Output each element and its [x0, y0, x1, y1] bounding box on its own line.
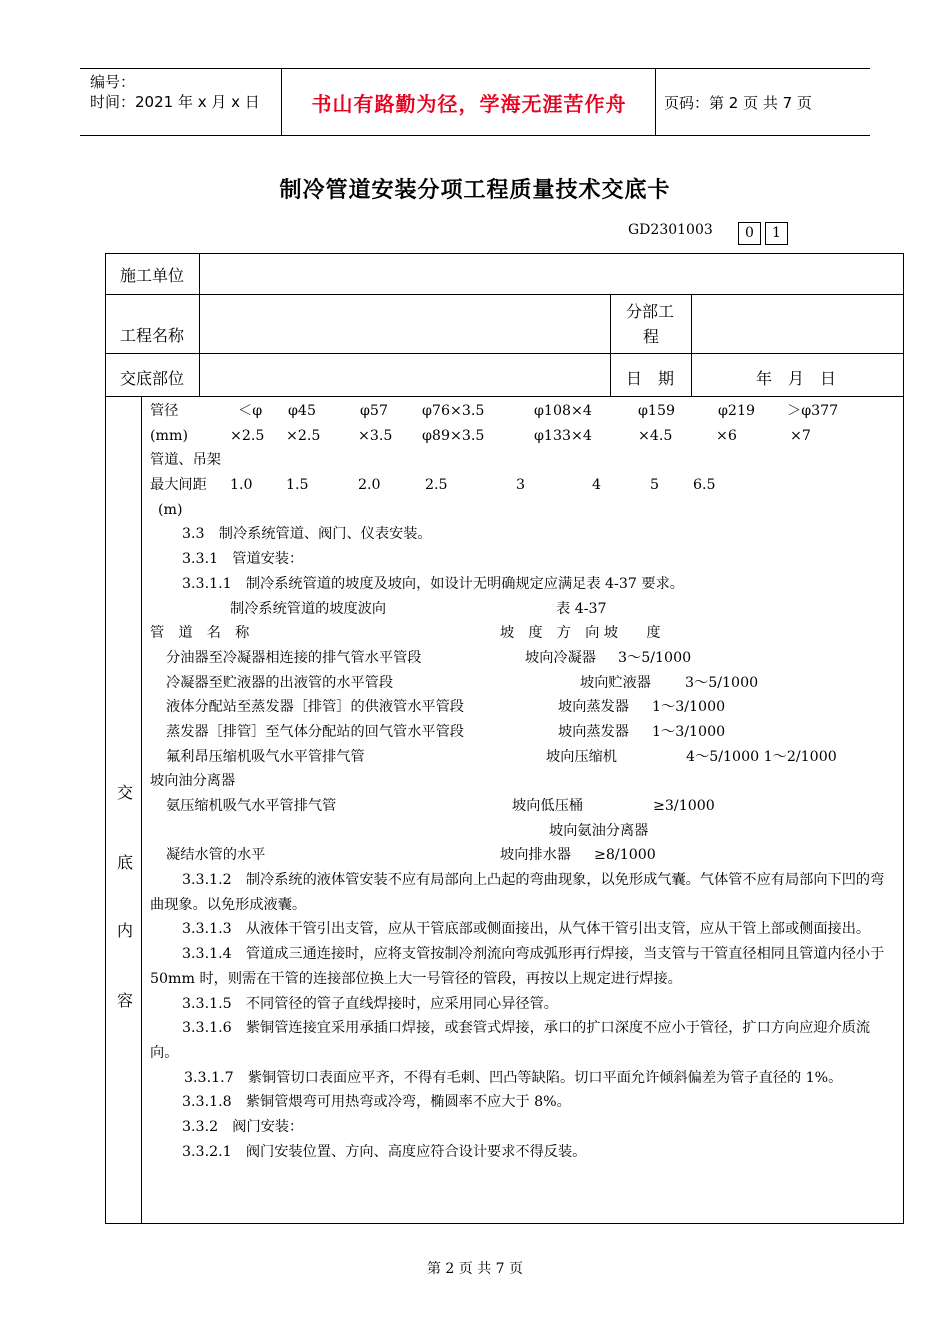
- cell: 5: [650, 477, 660, 494]
- cell: φ133×4: [534, 427, 592, 444]
- slope-value: 1～3/1000: [652, 723, 726, 740]
- section-3-3: [150, 522, 898, 547]
- page-footer: 第 2 页 共 7 页: [426, 1261, 524, 1277]
- section-3-3-1: [150, 547, 898, 572]
- slope-name: 氟利昂压缩机吸气水平管排气管: [166, 748, 365, 765]
- table-row-rule-3: [105, 396, 904, 397]
- slope-table-caption: [150, 597, 898, 622]
- project-name-label: 工程名称: [120, 326, 185, 345]
- side-label-char-4: 容: [117, 991, 134, 1010]
- cell: ＞φ377: [787, 403, 839, 419]
- slope-name: 蒸发器［排管］至气体分配站的回气管水平管段: [166, 723, 464, 740]
- date-label: 日 期: [626, 369, 675, 388]
- clause-3-3-1-6: 3.3.1.6 紫铜管连接宜采用承插口焊接，或套管式焊接，承口的扩口深度不应小于管径，扩口方向应迎介质流向。: [150, 1020, 871, 1061]
- clause-3-3-1-7: 3.3.1.7 紫铜管切口表面应平齐，不得有毛刺、凹凸等缺陷。切口平面允许倾斜偏差为管子直径的 1%。: [184, 1069, 843, 1086]
- clause-3-3-1-5: 3.3.1.5 不同管径的管子直线焊接时，应采用同心异径管。: [182, 995, 558, 1012]
- slope-direction: 坡向氨油分离器: [549, 822, 649, 839]
- clause-3-3-2-1: 3.3.2.1 阀门安装位置、方向、高度应符合设计要求不得反装。: [182, 1143, 587, 1160]
- slope-direction: 坡向冷凝器: [525, 649, 596, 666]
- slope-direction: 坡向油分离器: [150, 773, 236, 790]
- slope-col-dir-header: 坡 度 方 向 坡 度: [500, 625, 661, 642]
- table-col-rule-side: [141, 396, 142, 1224]
- slope-col-name-header: 管 道 名 称: [150, 625, 250, 642]
- spacing-table-row-3: [150, 448, 898, 473]
- header-meta: [90, 72, 260, 112]
- slope-name: 氨压缩机吸气水平管排气管: [166, 798, 337, 814]
- date-value: 年 月 日: [756, 369, 837, 388]
- clause-3-3-1-3: 3.3.1.3 从液体干管引出支管，应从干管底部或侧面接出，从气体干管引出支管，应从干管上部或侧面接出。: [182, 921, 871, 938]
- header-divider-right: [655, 68, 656, 136]
- header-bottom-rule: [80, 135, 870, 136]
- cell: (m): [158, 501, 183, 518]
- doc-code-box-1: 0: [738, 222, 761, 245]
- doc-code: GD2301003: [628, 222, 713, 238]
- slope-direction: 坡向贮液器: [580, 674, 651, 691]
- cell: ×2.5: [286, 427, 321, 444]
- section-heading: 3.3 制冷系统管道、阀门、仪表安装。: [182, 526, 432, 543]
- cell: φ76×3.5: [422, 403, 485, 419]
- slope-table-header: [150, 621, 898, 646]
- table-row-rule-2: [105, 353, 904, 354]
- slope-row: [150, 671, 898, 696]
- cell: 2.5: [425, 477, 448, 494]
- slope-row: [150, 843, 898, 868]
- cell: ×2.5: [230, 427, 265, 444]
- slope-value: ≥8/1000: [594, 847, 656, 864]
- slope-direction: 坡向压缩机: [546, 748, 617, 765]
- doc-date-label: 时间：2021 年 x 月 x 日: [90, 93, 260, 111]
- subproject-label-line1: 分部工: [626, 302, 675, 321]
- cell: 1.5: [286, 477, 309, 494]
- cell: φ108×4: [534, 403, 592, 419]
- clause-text: 3.3.1.1 制冷系统管道的坡度及坡向，如设计无明确规定应满足表 4-37 要求。: [182, 575, 684, 592]
- table-border-top: [105, 253, 904, 254]
- cell: (mm): [150, 427, 188, 444]
- table-caption: 制冷系统管道的坡度波向: [230, 600, 387, 617]
- slope-name: 液体分配站至蒸发器［排管］的供液管水平管段: [166, 699, 464, 716]
- clause-3-3-1-2: 3.3.1.2 制冷系统的液体管安装不应有局部向上凸起的弯曲现象，以免形成气囊。气体管不应有局部向下凹的弯曲现象。以免形成液囊。: [150, 872, 885, 913]
- spacing-table-row-4: [150, 473, 898, 498]
- slope-row: [150, 745, 898, 770]
- side-label-char-3: 内: [117, 921, 134, 940]
- slope-row: [150, 720, 898, 745]
- table-border-left: [105, 253, 106, 1224]
- cell: 1.0: [230, 477, 253, 494]
- side-label-char-1: 交: [117, 783, 134, 802]
- slope-name: 凝结水管的水平: [166, 847, 266, 864]
- table-number: 表 4-37: [556, 600, 607, 617]
- cell: φ57: [360, 403, 388, 419]
- slope-direction: 坡向低压桶: [512, 798, 583, 814]
- header-divider-left: [281, 68, 282, 136]
- table-border-right: [903, 253, 904, 1224]
- cell: 管道、吊架: [150, 452, 221, 469]
- clause-3-3-1-4: 3.3.1.4 管道成三通连接时，应将支管按制冷剂流向弯成弧形再行焊接，当支管与干管直径相同且管道内径小于 50mm 时，则需在干管的连接部位换上大一号管径的管段，再按以上规定进行焊接。: [150, 946, 885, 987]
- cell: φ45: [288, 403, 316, 419]
- handover-content: [150, 399, 898, 1165]
- cell: φ89×3.5: [422, 427, 485, 444]
- slope-value: 3～5/1000: [618, 649, 692, 666]
- subproject-label-line2: 程: [643, 327, 660, 346]
- cell: ×6: [716, 427, 737, 444]
- cell: 6.5: [693, 477, 716, 494]
- slope-row: [150, 695, 898, 720]
- slope-value: 1～3/1000: [652, 699, 726, 716]
- slope-row: [150, 646, 898, 671]
- cell: 2.0: [358, 477, 381, 494]
- cell: ×3.5: [358, 427, 393, 444]
- slope-value: ≥3/1000: [653, 798, 715, 814]
- slope-value: 4～5/1000 1～2/1000: [686, 748, 837, 765]
- slope-direction: 坡向蒸发器: [558, 699, 629, 716]
- page-title: 制冷管道安装分项工程质量技术交底卡: [279, 178, 671, 203]
- spacing-table-row-5: [150, 498, 898, 523]
- cell: ＜φ: [238, 403, 263, 419]
- spacing-table-row-2: [150, 424, 898, 449]
- header-top-rule: [80, 68, 870, 69]
- clause-3-3-1-1: [150, 572, 898, 597]
- cell: 4: [592, 477, 602, 494]
- clause-3-3-1-8: 3.3.1.8 紫铜管煨弯可用热弯或冷弯，椭圆率不应大于 8%。: [182, 1094, 571, 1111]
- side-label-char-2: 底: [117, 853, 134, 872]
- slope-direction: 坡向蒸发器: [558, 723, 629, 740]
- unit-label: 施工单位: [120, 266, 185, 285]
- section-3-3-2: 3.3.2 阀门安装：: [182, 1119, 304, 1136]
- table-col-rule-mid-a: [610, 294, 611, 397]
- cell: φ159: [638, 403, 676, 419]
- cell: ×7: [790, 427, 811, 444]
- handover-part-label: 交底部位: [120, 369, 185, 388]
- header-motto: 书山有路勤为径，学海无涯苦作舟: [311, 92, 627, 116]
- slope-direction: 坡向排水器: [500, 847, 571, 864]
- cell: 最大间距: [150, 477, 207, 494]
- cell: φ219: [718, 403, 756, 419]
- table-col-rule-label: [199, 253, 200, 397]
- slope-name: 分油器至冷凝器相连接的排气管水平管段: [166, 649, 422, 666]
- spacing-table-row-1: [150, 399, 898, 424]
- table-row-rule-1: [105, 294, 904, 295]
- cell: 管径: [150, 403, 179, 419]
- table-border-bottom: [105, 1223, 904, 1224]
- doc-number-label: 编号：: [90, 73, 136, 91]
- slope-row-wrap: [150, 769, 898, 794]
- slope-name: 冷凝器至贮液器的出液管的水平管段: [166, 674, 394, 691]
- slope-row-sub: [150, 819, 898, 844]
- slope-value: 3～5/1000: [685, 674, 759, 691]
- section-heading: 3.3.1 管道安装：: [182, 551, 304, 568]
- slope-row: [150, 794, 898, 819]
- table-col-rule-mid-b: [691, 294, 692, 397]
- header-page-info: 页码：第 2 页 共 7 页: [664, 94, 812, 112]
- doc-code-box-2: 1: [765, 222, 788, 245]
- cell: 3: [516, 477, 526, 494]
- cell: ×4.5: [638, 427, 673, 444]
